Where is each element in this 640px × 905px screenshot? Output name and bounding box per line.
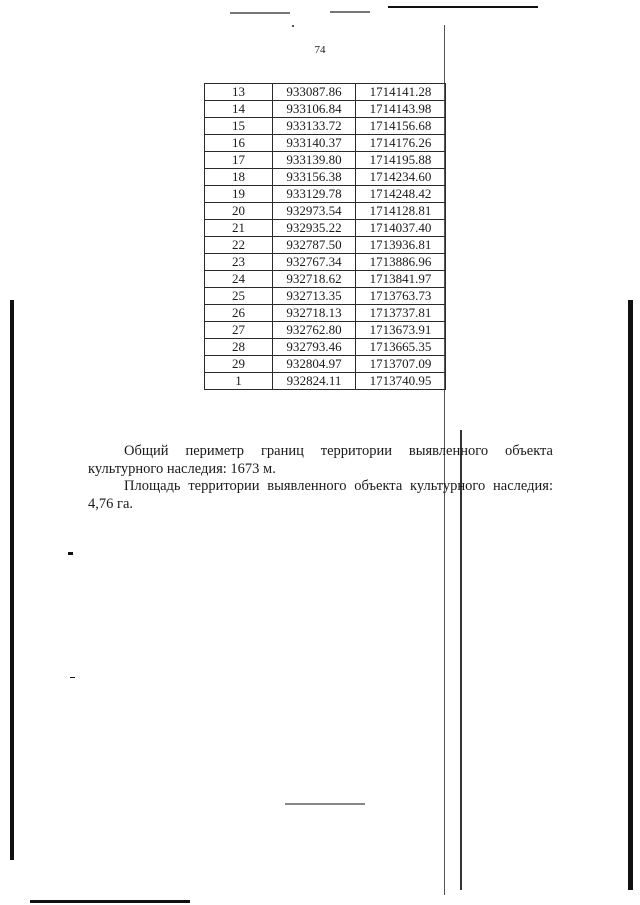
- y-coordinate-cell: 1714141.28: [356, 84, 446, 101]
- x-coordinate-cell: 933140.37: [273, 135, 356, 152]
- y-coordinate-cell: 1714176.26: [356, 135, 446, 152]
- x-coordinate-cell: 932718.13: [273, 305, 356, 322]
- point-number-cell: 1: [205, 373, 273, 390]
- x-coordinate-cell: 933139.80: [273, 152, 356, 169]
- y-coordinate-cell: 1713737.81: [356, 305, 446, 322]
- x-coordinate-cell: 932793.46: [273, 339, 356, 356]
- point-number-cell: 21: [205, 220, 273, 237]
- scan-mark-bottom-line: [30, 900, 190, 903]
- area-paragraph: Площадь территории выявленного объекта культурного наследия: 4,76 га.: [88, 477, 553, 512]
- point-number-cell: 25: [205, 288, 273, 305]
- point-number-cell: 28: [205, 339, 273, 356]
- table-row: [205, 118, 446, 135]
- point-number-cell: 29: [205, 356, 273, 373]
- y-coordinate-cell: 1713886.96: [356, 254, 446, 271]
- point-number-cell: 17: [205, 152, 273, 169]
- x-coordinate-cell: 933156.38: [273, 169, 356, 186]
- x-coordinate-cell: 932804.97: [273, 356, 356, 373]
- point-number-cell: 22: [205, 237, 273, 254]
- scan-mark-left-bar: [10, 300, 14, 860]
- y-coordinate-cell: 1714248.42: [356, 186, 446, 203]
- scan-mark-right-bar: [628, 300, 633, 890]
- table-row: [205, 84, 446, 101]
- table-row: [205, 339, 446, 356]
- x-coordinate-cell: 932762.80: [273, 322, 356, 339]
- point-number-cell: 20: [205, 203, 273, 220]
- table-row: [205, 152, 446, 169]
- y-coordinate-cell: 1713763.73: [356, 288, 446, 305]
- y-coordinate-cell: 1713841.97: [356, 271, 446, 288]
- table-row: [205, 373, 446, 390]
- point-number-cell: 23: [205, 254, 273, 271]
- point-number-cell: 18: [205, 169, 273, 186]
- y-coordinate-cell: 1714037.40: [356, 220, 446, 237]
- x-coordinate-cell: 933106.84: [273, 101, 356, 118]
- x-coordinate-cell: 933129.78: [273, 186, 356, 203]
- x-coordinate-cell: 932935.22: [273, 220, 356, 237]
- table-row: [205, 237, 446, 254]
- scan-mark-top-line: [388, 6, 538, 8]
- x-coordinate-cell: 932718.62: [273, 271, 356, 288]
- table-row: [205, 169, 446, 186]
- y-coordinate-cell: 1714195.88: [356, 152, 446, 169]
- page-number: 74: [314, 44, 326, 56]
- point-number-cell: 15: [205, 118, 273, 135]
- perimeter-paragraph: Общий периметр границ территории выявленного объекта культурного наследия: 1673 м.: [88, 442, 553, 477]
- point-number-cell: 13: [205, 84, 273, 101]
- y-coordinate-cell: 1714143.98: [356, 101, 446, 118]
- y-coordinate-cell: 1713665.35: [356, 339, 446, 356]
- scan-mark-left-dot: [68, 552, 73, 555]
- point-number-cell: 16: [205, 135, 273, 152]
- table-row: [205, 322, 446, 339]
- y-coordinate-cell: 1713707.09: [356, 356, 446, 373]
- y-coordinate-cell: 1714156.68: [356, 118, 446, 135]
- table-row: [205, 186, 446, 203]
- table-row: [205, 203, 446, 220]
- x-coordinate-cell: 932973.54: [273, 203, 356, 220]
- scan-mark-left-dash: [70, 677, 75, 678]
- x-coordinate-cell: 933087.86: [273, 84, 356, 101]
- x-coordinate-cell: 932713.35: [273, 288, 356, 305]
- x-coordinate-cell: 933133.72: [273, 118, 356, 135]
- y-coordinate-cell: 1714128.81: [356, 203, 446, 220]
- y-coordinate-cell: 1713673.91: [356, 322, 446, 339]
- x-coordinate-cell: 932767.34: [273, 254, 356, 271]
- table-row: [205, 101, 446, 118]
- point-number-cell: 19: [205, 186, 273, 203]
- y-coordinate-cell: 1714234.60: [356, 169, 446, 186]
- scan-mark-top-smudge-1: [230, 12, 290, 14]
- coordinates-table: [204, 83, 446, 390]
- point-number-cell: 24: [205, 271, 273, 288]
- table-row: [205, 254, 446, 271]
- x-coordinate-cell: 932824.11: [273, 373, 356, 390]
- x-coordinate-cell: 932787.50: [273, 237, 356, 254]
- point-number-cell: 26: [205, 305, 273, 322]
- scan-mark-bottom-smudge: [285, 803, 365, 805]
- table-row: [205, 305, 446, 322]
- scan-mark-top-dots: [292, 25, 294, 27]
- point-number-cell: 27: [205, 322, 273, 339]
- table-row: [205, 288, 446, 305]
- y-coordinate-cell: 1713936.81: [356, 237, 446, 254]
- scan-mark-top-smudge-2: [330, 11, 370, 13]
- table-row: [205, 271, 446, 288]
- point-number-cell: 14: [205, 101, 273, 118]
- y-coordinate-cell: 1713740.95: [356, 373, 446, 390]
- table-row: [205, 135, 446, 152]
- table-row: [205, 220, 446, 237]
- table-row: [205, 356, 446, 373]
